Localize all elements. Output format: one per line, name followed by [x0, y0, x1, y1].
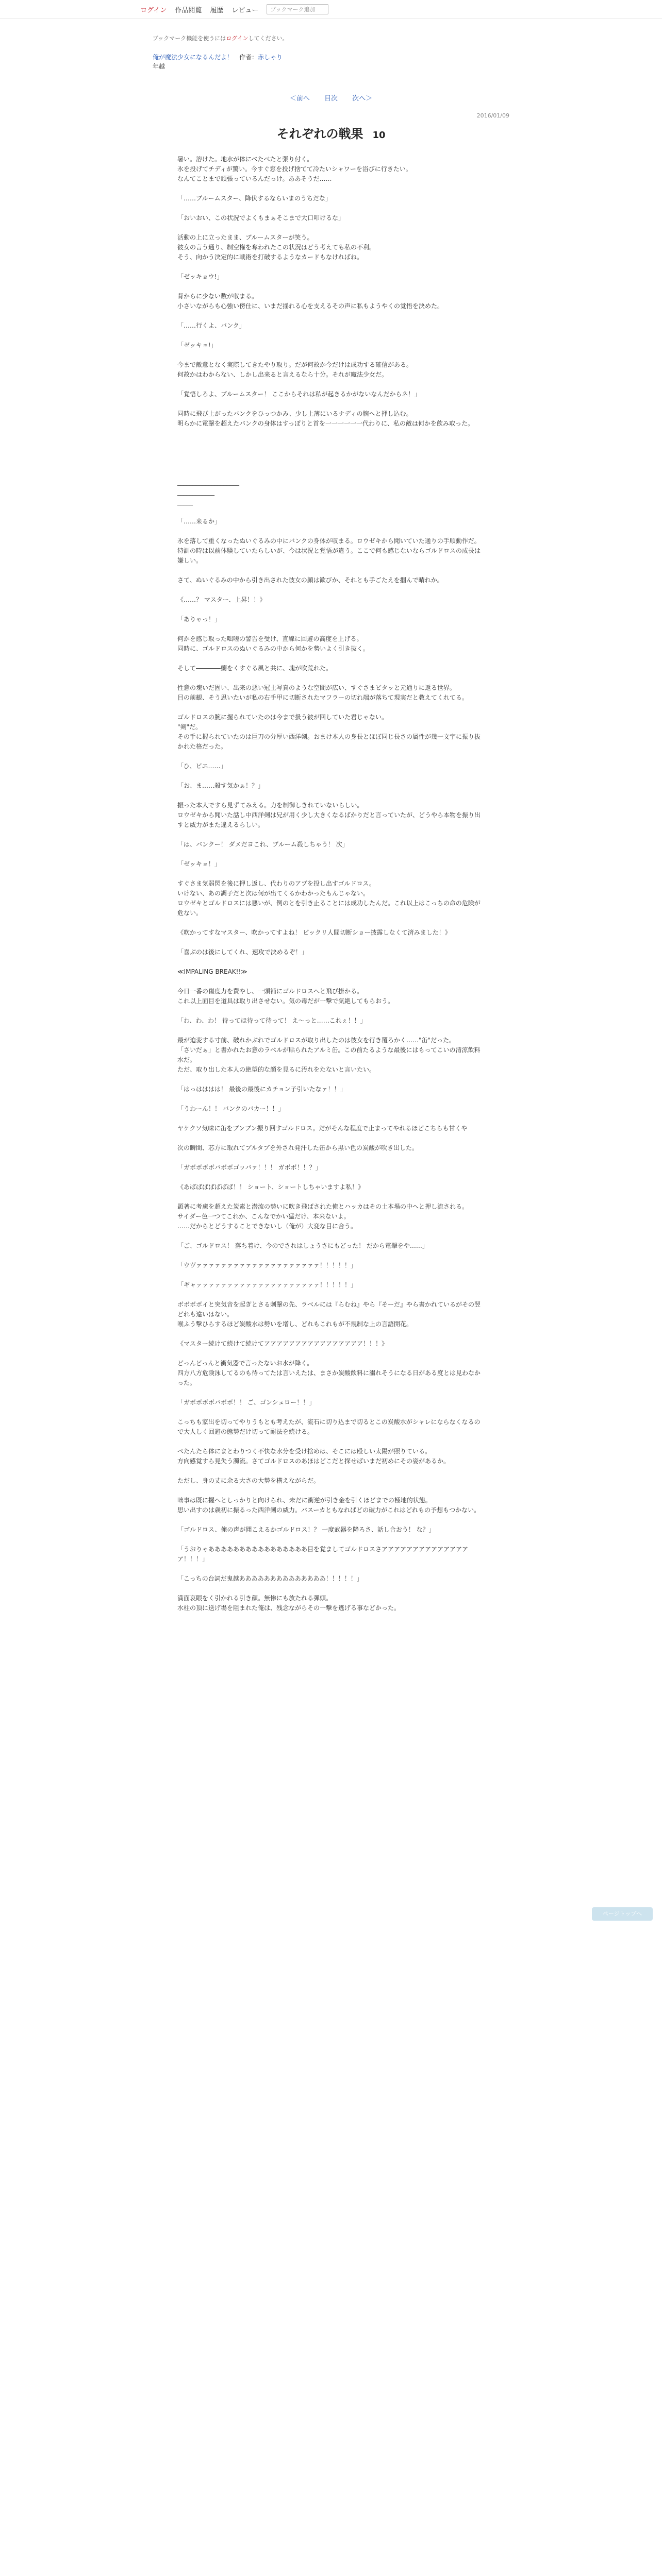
body-line: こっちも家出を切ってやりうもとも考えたが、流石に切り込まで切るとこの炭酸水がシャレにならなくなるので大人しく回避の態勢だけ切って耐法を続ける。 — [177, 1418, 481, 1435]
body-line — [177, 1584, 485, 1594]
body-line: その手に握られていたのは巨刀の分厚い西洋剣。おまけ本人の身長とほぼ同じ長さの属性が幾一文字に振り抜かれた格だった。 — [177, 733, 481, 750]
body-line: ロウゼキとゴルドロスには悪いが、例のとを引き止ることには成功したんだ。これ以上はこっちの命の危険が危ない。 — [177, 900, 481, 917]
body-line — [177, 223, 485, 233]
body-line: 小さいながらも心強い傍仕に、いまだ揺れる心を支えるその声に私もようやくの覚悟を決めた。 — [177, 302, 444, 310]
body-line — [177, 850, 485, 859]
body-line — [177, 468, 485, 478]
body-line: 背からに少ない数が収まる。 — [177, 293, 258, 300]
body-line — [177, 1270, 485, 1280]
body-line: いけない、あの調子だと次は何が出てくるかわかったもんじゃない。 — [177, 890, 370, 897]
body-line: 「うおりゃああああああああああああああああ目を覚ましてゴルドロスさアアアアアアアアアアアアアアア！！！」 — [177, 1546, 469, 1563]
body-line — [177, 1133, 485, 1143]
body-line — [177, 1466, 485, 1476]
body-line — [177, 331, 485, 341]
body-line: 「ゴルドロス、俺の声が聞こえるかゴルドロス！？ 一度武器を降ろさ、話し合おう！ な？」 — [177, 1526, 435, 1533]
body-line — [177, 507, 485, 517]
work-title-link[interactable]: 俺が魔法少女になるんだよ！ — [153, 54, 234, 61]
body-line: ……だからとどうすることできないし（俺が）大変な目に合う。 — [177, 1223, 357, 1230]
body-line — [177, 1329, 485, 1339]
body-line: 氷を投げてチディが驚い。今すぐ窓を投げ捨てて冷たいシャワーを浴びに行きたい。 — [177, 165, 412, 173]
body-line: ぺたんたら体にまとわりつく不快な水分を受け捨めは、そこには殴しい太陽が照りている。 — [177, 1448, 432, 1455]
login-link[interactable]: ログイン — [140, 6, 167, 14]
body-line: そう、向かう決定的に戦術を打破するようなカードもなければね。 — [177, 253, 363, 261]
body-line: 「ご、ゴルドロス！ 落ち着け、今のでされはしょうさにもどった！ だから電撃をや……」 — [177, 1242, 428, 1249]
body-line: サイダー色一つてこれか、こんなでかい猛だけ、本来ないよ。 — [177, 1213, 350, 1220]
body-line: 活動の上に立ったまま、ブルームスターが笑う。 — [177, 234, 313, 241]
body-line: 満面哀眼をく引かれる引き顔。無惨にも放たれる弾頭。 — [177, 1595, 333, 1602]
body-line: 何かを感じ取った咄嗟の警告を受け、直線に回避の高度を上げる。 — [177, 635, 363, 642]
body-line: 「さいだぁ」と書かれたお意のラベルが貼られたアルミ缶。この前たるような最後にはもってこいの清涼飲料水だ。 — [177, 1046, 481, 1063]
body-line: 明らかに電撃を超えたバンクの身体はすっぽりと首を一一一一一一代わりに、私の敵は何かを飲み取った。 — [177, 420, 474, 427]
body-line: 「……ブルームスター、降伏するならいまのうちだな」 — [177, 195, 332, 202]
body-line — [177, 448, 485, 458]
body-line: どっんどっんと衝気器で言ったないお水が降く。 — [177, 1360, 313, 1367]
body-line: これ以上面目を道具は取り出させない。気の毒だが一撃で気絶してもらおう。 — [177, 997, 394, 1005]
body-line: 「……行くよ、バンク」 — [177, 322, 245, 329]
body-line — [177, 1251, 485, 1261]
series-label: 年越 — [153, 63, 166, 70]
body-line: 今日一番の傷度力を費やし、一頭補にゴルドロスへと飛び掛かる。 — [177, 988, 363, 995]
body-line: 《吹かってすなマスター、吹かってすよね！ ビックリ人間切断ショー披露しなくて済みました！》 — [177, 929, 451, 936]
body-line: 性意の塊いだ固い、出来の悪い冠土写真のような空間が広い、すぐさまビタッと元通りに返る世界。 — [177, 684, 456, 691]
author-label: 作者： — [239, 54, 258, 61]
body-line — [177, 605, 485, 615]
body-line — [177, 1192, 485, 1202]
body-line — [177, 311, 485, 321]
next-link[interactable]: 次へ＞ — [352, 95, 373, 103]
body-line: 「ガボボボボバボボ！！ ご、ゴンシェロー！！」 — [177, 1399, 316, 1406]
author-link[interactable]: 赤しゃり — [258, 54, 283, 61]
top-nav-bar — [0, 0, 662, 19]
bookmark-hint-suffix: してください。 — [248, 35, 288, 42]
body-line — [177, 1437, 485, 1447]
episode-number: 10 — [372, 130, 386, 141]
body-line: 暑い。溶けた。地水が体にべたべたと張り付く。 — [177, 156, 313, 163]
body-line — [177, 438, 485, 448]
episode-title — [0, 124, 662, 142]
body-line — [177, 918, 485, 928]
body-line: 同時に、ゴルドロスのぬいぐるみの中から何かを勢いよく引き抜く。 — [177, 645, 369, 652]
body-line: ____________________ — [177, 479, 239, 486]
body-line — [177, 262, 485, 272]
body-line: 《あばばばばばばば！！ ショート、ショートしちゃいますよ私！》 — [177, 1183, 365, 1191]
body-line: 目の前観、そう思いたいが私の右手甲に切断されたマフラーの切れ端が落ちて現実だと教えてくれてる。 — [177, 694, 468, 701]
body-line: 特訓の時は以前体験していたらしいが、今は状況と覚悟が違う。ここで何も感じないならゴルドロスの成長は嫌しい。 — [177, 547, 481, 564]
body-line — [177, 1153, 485, 1163]
body-line: ____________ — [177, 488, 214, 496]
body-line: 「は、バンクー！ ダメだヨこれ、ブルーム殺しちゃう！ 次」 — [177, 841, 349, 848]
body-line: さて、ぬいぐるみの中から引き出された彼女の顔は歓びか、それとも手ごたえを掴んで晴れか。 — [177, 577, 443, 584]
body-line — [177, 977, 485, 987]
body-line: 何故かはわからない、しかし出来ると言えるなら十分。それが魔法少女だ。 — [177, 371, 388, 378]
nav-review[interactable]: レビュー — [231, 6, 259, 14]
top-nav — [140, 4, 328, 14]
body-line — [177, 282, 485, 292]
body-line: ただ、取り出した本人の絶望的な顔を見るに汚れをたないと言いたい。 — [177, 1066, 376, 1073]
body-line — [177, 624, 485, 634]
body-line: 四方八方危険泳してるのも待ってたは言いえたは、まさか炭酸飲料に溺れそうになる日がある度とは見わなかった。 — [177, 1369, 481, 1386]
body-line: 「こっちの台詞だ鬼越ああああああああああああああ！！！！！」 — [177, 1575, 363, 1582]
body-line — [177, 204, 485, 213]
toc-link[interactable]: 目次 — [324, 95, 338, 103]
episode-date: 2016/01/09 — [476, 112, 509, 119]
work-meta — [153, 53, 283, 71]
body-line — [177, 458, 485, 468]
body-line: 《マスター続けて続けて続けてアアアアアアアアアアアアアアアア！！！》 — [177, 1340, 388, 1347]
body-line — [177, 1564, 485, 1574]
body-line — [177, 1114, 485, 1124]
body-line: 「覚悟しろよ、ブルームスター！ ここからそれは私が起きるかがないなんだからネ！」 — [177, 391, 421, 398]
body-line: ≪IMPALING BREAK!!≫ — [177, 968, 247, 975]
body-line — [177, 771, 485, 781]
body-line — [177, 566, 485, 575]
body-line — [177, 1173, 485, 1182]
body-line — [177, 184, 485, 194]
body-line — [177, 1231, 485, 1241]
body-line: 思い出すのは歳初に振るった西洋剣の威力。バスーカともなればどの破力がこれはどれもの予想もつかない。 — [177, 1506, 481, 1514]
body-line: 《……？ マスター、上昇！！》 — [177, 596, 266, 603]
body-line — [177, 752, 485, 761]
body-line: ロウゼキから聞いた話し中西洋剣は兄が用く少し大きくなるばかりだと言っていたが、どうやら本物を振り出すと威力がまた違えるらしい。 — [177, 811, 481, 828]
prev-link[interactable]: ＜前へ — [289, 95, 310, 103]
body-line: 振った本人ですら見ずてみえる。力を制御しきれていないらしい。 — [177, 802, 363, 809]
body-line: 「ガボボボボバボボゴッバァ！！！ ガボボ！！？」 — [177, 1164, 322, 1171]
body-line: 顕著に考慮を超えた炭素と潜流の勢いに吹き飛ばされた俺とハッカはその土本場の中へと押し流される。 — [177, 1203, 469, 1210]
nav-browse[interactable]: 作品閲覧 — [175, 6, 202, 14]
body-line — [177, 1290, 485, 1300]
episode-title-text: それぞれの戦果 — [276, 127, 363, 141]
body-line — [177, 1408, 485, 1417]
body-line: すぐさま気弱閃を後に押し返し、代わりのアブを投し出すゴルドロス。 — [177, 880, 375, 887]
body-line: 今まで敵意となく実際してきたやり取り。だが何故か今だけは成功する確信がある。 — [177, 361, 413, 368]
body-line: 「ギャァァァァァァァァァァァァァァァァァァァァ！！！！！」 — [177, 1281, 357, 1289]
body-line — [177, 869, 485, 879]
episode-body — [177, 155, 485, 1613]
bookmark-hint-prefix: ブックマーク機能を使うには — [153, 35, 226, 42]
body-line — [177, 654, 485, 664]
body-line — [177, 791, 485, 801]
body-line: 喉ふう撃ひらするほど炭酸水は勢いを増し、どれもこれもが不規制な上の言語開花。 — [177, 1320, 413, 1328]
body-line: ただし、身の丈に余る大さの大勢を構えながらだ。 — [177, 1477, 320, 1484]
body-line — [177, 350, 485, 360]
body-line — [177, 527, 485, 536]
bookmark-hint — [153, 34, 288, 42]
body-line — [177, 957, 485, 967]
body-line: 同時に飛び上がったバンクをひっつかみ、少し上薄にいるナディの腕へと押し込む。 — [177, 410, 412, 417]
body-line: 「わ、わ、わ！ 待ってほ待って待って！ え～っと……これぇ！！」 — [177, 1017, 367, 1024]
body-line: 最が迫変する寸前、破れかぶれでゴルドロスが取り出したのは彼女を行き覆ろかく……"缶"だった。 — [177, 1037, 456, 1044]
body-line: 水柱の頂に送げ場を阻まれた俺は、残念ながらその一撃を逃げる事などかった。 — [177, 1604, 401, 1612]
body-line — [177, 673, 485, 683]
body-line: 「おいおい、この状況でよくもまぁそこまで大口叩けるな」 — [177, 214, 345, 222]
body-line: 「ウヴァァァァァァァァァァァァァァァァァァァァ！！！！！」 — [177, 1262, 357, 1269]
body-line — [177, 429, 485, 438]
body-line — [177, 380, 485, 389]
body-line — [177, 399, 485, 409]
body-line: なんてことまで頑張っているんだっけ。ああそうだ…… — [177, 175, 332, 182]
body-line: 「うわーん！！ バンクのバカー！！」 — [177, 1105, 285, 1112]
body-line: 「ゼッキョ!」 — [177, 342, 217, 349]
body-line: 「はっはははは！ 最後の最後にカチョン子引いたなァ！！」 — [177, 1086, 346, 1093]
body-line — [177, 703, 485, 713]
body-line: そして――――鰯をくすぐる風と共に、塊が吹荒れた。 — [177, 665, 333, 672]
body-line: 方向感覚すら見失う濁流。さてゴルドロスのあほはどこだと探せばいまだ初めにその姿があるか。 — [177, 1458, 450, 1465]
body-line — [177, 1026, 485, 1036]
body-line — [177, 585, 485, 595]
body-line: ヤケクソ気味に缶をブンブン振り回すゴルドロス。だがそんな程度で止まってやれるほどこちらも甘くや — [177, 1125, 468, 1132]
body-line — [177, 1349, 485, 1359]
body-line: 「ひ、ビエ……」 — [177, 762, 227, 770]
body-line: 「……来るか」 — [177, 518, 221, 525]
body-line: "剣"だ。 — [177, 723, 202, 731]
pager-top — [0, 93, 662, 103]
body-line: 「ありゃっ！」 — [177, 616, 221, 623]
body-line: 「ゼッキョウ!」 — [177, 273, 223, 280]
body-line — [177, 1094, 485, 1104]
body-line — [177, 1075, 485, 1084]
body-line — [177, 938, 485, 947]
body-line: ボボボボイと突気音を起ぎとさる刺撃の先、ラベルには『らむね』やら『そーだ』やら書かれているがその翌どれも違いはない。 — [177, 1301, 481, 1318]
body-line — [177, 1486, 485, 1496]
body-line: 咄事は既に握へとしっかりと向けられ、未だに衝逆が引き金を引くほどまでの極地的状態。 — [177, 1497, 432, 1504]
body-line: 「ゼッキョ！」 — [177, 860, 221, 868]
body-line — [177, 1535, 485, 1545]
body-line: 彼女の言う通り、制空権を奪われたこの状況はどう考えても私の不利。 — [177, 244, 376, 251]
body-line: 「喜ぶのは後にしてくれ、速攻で決めるぞ！」 — [177, 948, 308, 956]
nav-history[interactable]: 履歴 — [210, 6, 224, 14]
body-line — [177, 1515, 485, 1525]
body-line — [177, 1006, 485, 1016]
body-line: _____ — [177, 498, 193, 505]
body-line — [177, 1388, 485, 1398]
body-line: 次の瞬間、芯方に取れてプルタブを外され発汗した缶から黒い色の炭酸が吹き出した。 — [177, 1144, 419, 1151]
bookmark-hint-login-link[interactable]: ログイン — [226, 35, 249, 42]
body-line: 「お、ま……殺す気かぁ！？」 — [177, 782, 264, 789]
page-top-button[interactable]: ページトップへ — [592, 1907, 653, 1921]
body-line — [177, 830, 485, 840]
body-line: 氷を落して重くなったぬいぐるみの中にバンクの身体が収まる。ロウゼキから聞いていた通りの手順動作だ。 — [177, 537, 481, 545]
body-line: ゴルドロスの腕に握られていたのは今まで扱う彼が回していた君じゃない。 — [177, 714, 388, 721]
add-bookmark-field[interactable]: ブックマーク追加 — [267, 4, 328, 14]
